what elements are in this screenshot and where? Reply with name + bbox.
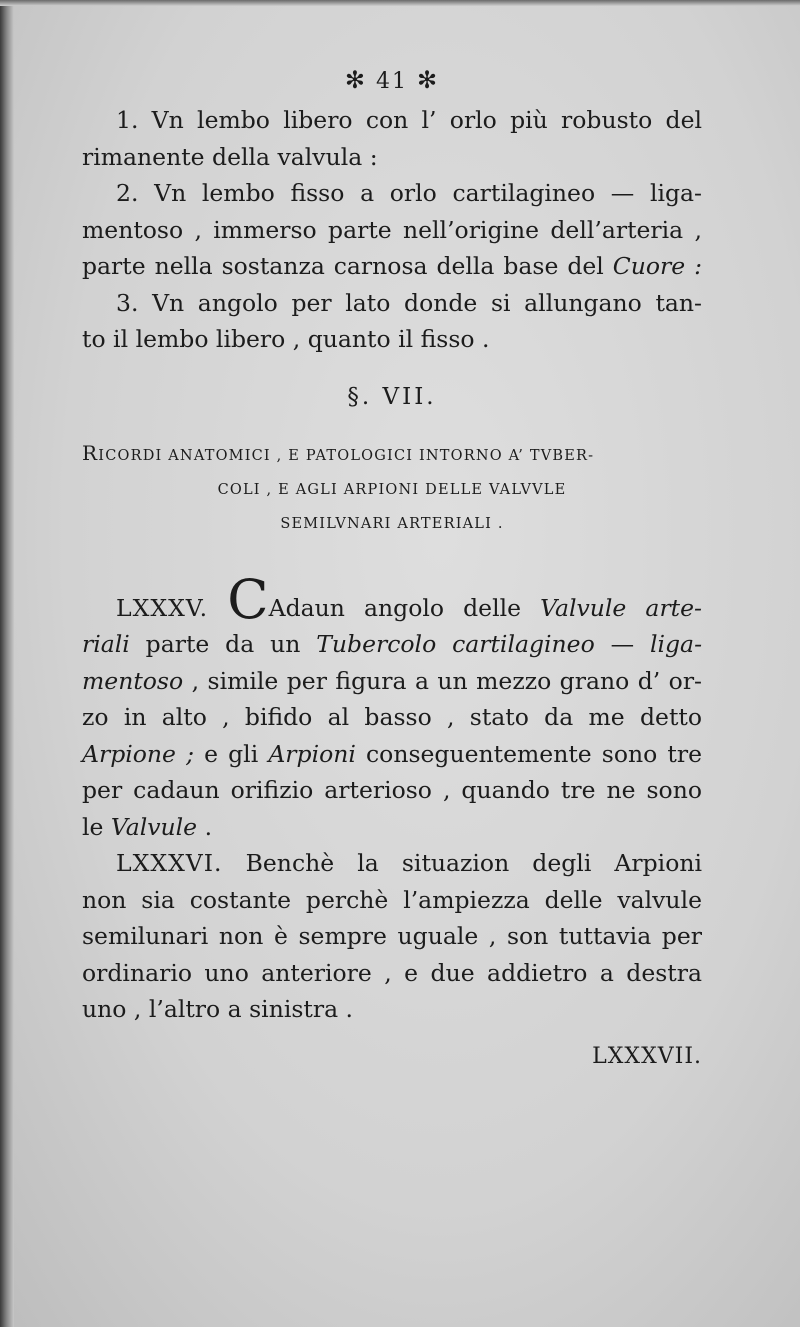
italic-run: Arpioni (268, 739, 356, 768)
italic-run: Valvule arte- (540, 593, 702, 622)
text-line: 1. Vn lembo libero con l’ orlo più robusto del (116, 106, 702, 134)
text-run: , simile per figura a un mezzo grano d’ or- (183, 666, 702, 695)
italic-run: liga- (649, 630, 703, 658)
text-run: le (82, 812, 111, 841)
text-line: zo in alto , bifido al basso , stato da me detto (82, 703, 702, 731)
text-line: uno , l’altro a sinistra . (82, 995, 354, 1023)
text-run: — (594, 630, 650, 658)
section-heading (82, 436, 702, 541)
paragraph-lxxxv (82, 567, 703, 846)
text-line: semilunari non è sempre uguale , son tuttavia per (82, 922, 702, 950)
text-run: conseguentemente sono tre (355, 739, 702, 768)
text-line: rimanente della valvula : (82, 142, 378, 171)
item-2 (82, 175, 702, 285)
italic-run: mentoso (82, 666, 184, 695)
heading-text: ICORDI ANATOMICI , E PATOLOGICI INTORNO A’ TVBER- (98, 447, 595, 464)
text-line (82, 626, 702, 663)
ornament-left-icon: ✻ (344, 66, 367, 94)
page-top-shadow (0, 0, 800, 6)
text-line: non sia costante perchè l’ampiezza delle valvule (82, 885, 702, 914)
ornament-right-icon: ✻ (417, 66, 440, 94)
spacer (82, 541, 702, 585)
section-title: §. VII. (347, 383, 437, 410)
text-line: per cadaun orifizio arterioso , quando tre ne sono (82, 776, 702, 804)
paragraph-lxxxvi (82, 845, 702, 1028)
text-line: to il lembo libero , quanto il fisso . (82, 325, 490, 353)
text-line: 2. Vn lembo fisso a orlo cartilagineo — liga- (116, 179, 702, 207)
text-run: parte da un (129, 630, 317, 658)
text-line (82, 663, 702, 700)
catchword: LXXXVII. (592, 1043, 702, 1069)
item-3 (82, 285, 702, 358)
italic-run: riali (82, 630, 130, 658)
page-text (82, 66, 702, 1069)
paragraph-number: LXXXVI. (116, 849, 223, 877)
heading-line (82, 436, 702, 473)
text-run: e gli (194, 739, 269, 768)
italic-run: Tubercolo cartilagineo (316, 630, 595, 658)
italic-run: Cuore : (612, 252, 702, 280)
text-run: Adaun angolo delle (268, 593, 541, 622)
text-line: 3. Vn angolo per lato donde si allungano tan- (116, 288, 702, 317)
text-line: ordinario uno anteriore , e due addietro a destra (82, 958, 702, 987)
page-number: 41 (376, 69, 408, 94)
heading-capital: R (82, 440, 99, 465)
text-run: . (197, 812, 213, 841)
italic-run: Arpione ; (82, 739, 194, 768)
page-binding-shadow (0, 0, 14, 1327)
text-line (82, 567, 702, 631)
text-line (82, 248, 702, 285)
page-header (82, 66, 702, 94)
text-line (82, 845, 702, 882)
item-1 (82, 102, 702, 175)
drop-capital: C (227, 567, 269, 631)
text-run: parte nella sostanza carnosa della base del (82, 252, 604, 280)
text-run: Benchè la situazion degli Arpioni (222, 849, 702, 877)
text-line: mentoso , immerso parte nell’origine dell’arteria , (82, 215, 702, 244)
italic-run: Valvule (110, 812, 198, 841)
heading-line: COLI , E AGLI ARPIONI DELLE VALVVLE (217, 481, 567, 498)
paragraph-number: LXXXV. (116, 593, 209, 622)
text-line (82, 809, 702, 846)
text-line (82, 736, 702, 773)
heading-line: SEMILVNARI ARTERIALI . (280, 515, 504, 532)
